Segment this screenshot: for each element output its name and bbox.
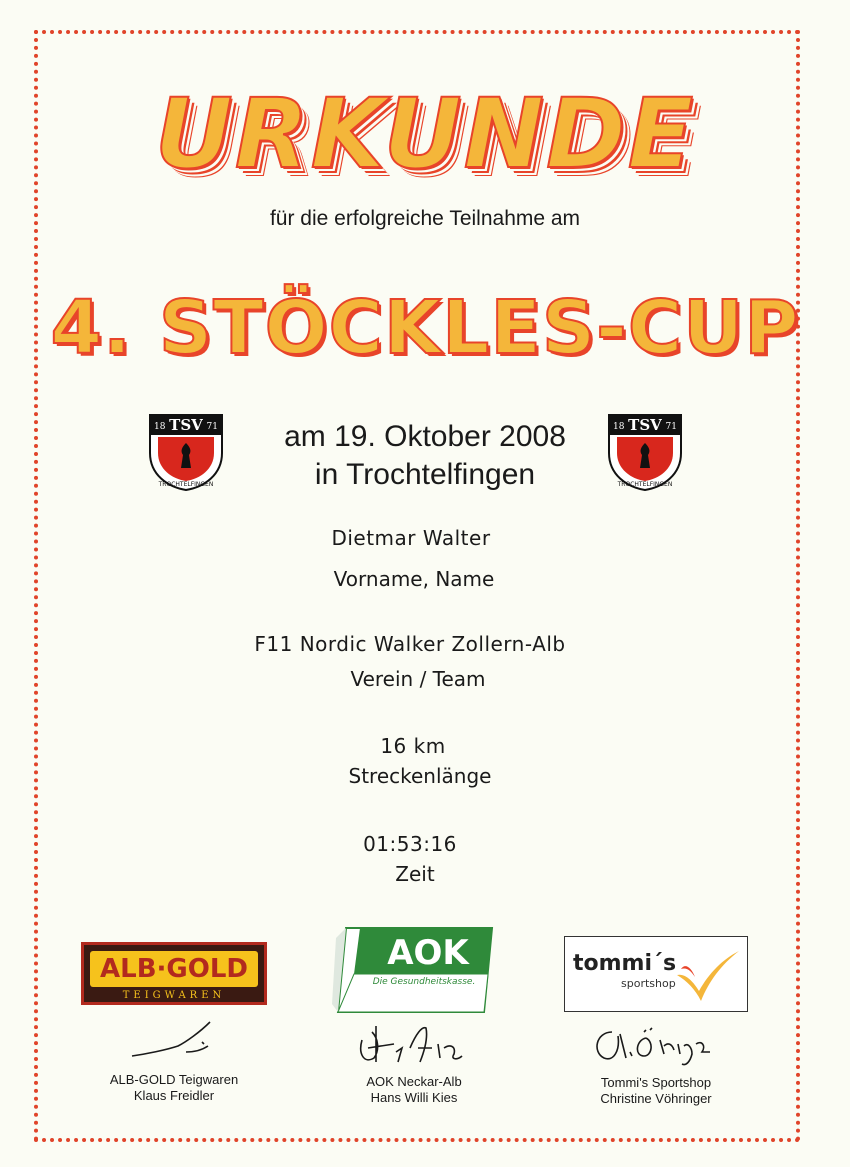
tsv-year-left: 18 [154,422,166,432]
sponsor-company: ALB-GOLD Teigwaren [109,1072,239,1087]
tsv-year-right: 71 [206,422,218,432]
participant-name: Dietmar Walter [331,526,491,550]
time-value: 01:53:16 [363,832,457,856]
tommis-logo [564,936,748,1012]
certificate-title: URKUNDE [154,78,696,190]
svg-text:18: 18 [613,422,625,432]
aok-logo-text: AOK [387,933,469,973]
albgold-logo-text: ALB·GOLD [90,951,258,987]
svg-text:71: 71 [665,422,677,432]
tsv-letters: TSV [169,416,203,434]
event-name: 4. STÖCKLES-CUP [50,285,800,371]
sponsor-person: Klaus Freidler [133,1088,215,1103]
sponsor-company: Tommi's Sportshop [600,1075,712,1090]
sponsor-company: AOK Neckar-Alb [366,1074,462,1089]
albgold-logo [81,942,267,1005]
sponsor-credit-tommis [566,1075,746,1107]
signature-voehringer [590,1022,718,1070]
participant-name-label: Vorname, Name [333,567,495,591]
sponsor-person: Christine Vöhringer [600,1091,712,1106]
tsv-ring-text: TROCHTELFINGEN [158,481,214,488]
time-label: Zeit [395,862,435,886]
sponsor-credit-aok [324,1074,504,1106]
signature-freidler [126,1016,218,1066]
event-date: am 19. Oktober 2008 [284,420,566,453]
albgold-logo-sub: TEIGWAREN [122,990,226,1001]
event-date-place [210,418,640,494]
tommis-logo-text: tommi´s [573,951,677,976]
team-label: Verein / Team [350,667,486,691]
distance-value: 16 km [380,734,446,758]
aok-logo-sub: Die Gesundheitskasse. [372,977,476,987]
sponsor-credit-albgold [84,1072,264,1104]
aok-logo [332,924,500,1016]
subtitle: für die erfolgreiche Teilnahme am [269,207,581,230]
svg-text:TSV: TSV [628,416,662,434]
tommis-swoosh-icon [675,945,741,1005]
tommis-logo-sub: sportshop [621,977,676,990]
team-name: F11 Nordic Walker Zollern-Alb [254,632,566,656]
event-place: in Trochtelfingen [314,458,536,491]
sponsor-person: Hans Willi Kies [370,1090,458,1105]
svg-text:TROCHTELFINGEN: TROCHTELFINGEN [617,481,673,488]
signature-kies [354,1018,478,1072]
distance-label: Streckenlänge [348,764,492,788]
